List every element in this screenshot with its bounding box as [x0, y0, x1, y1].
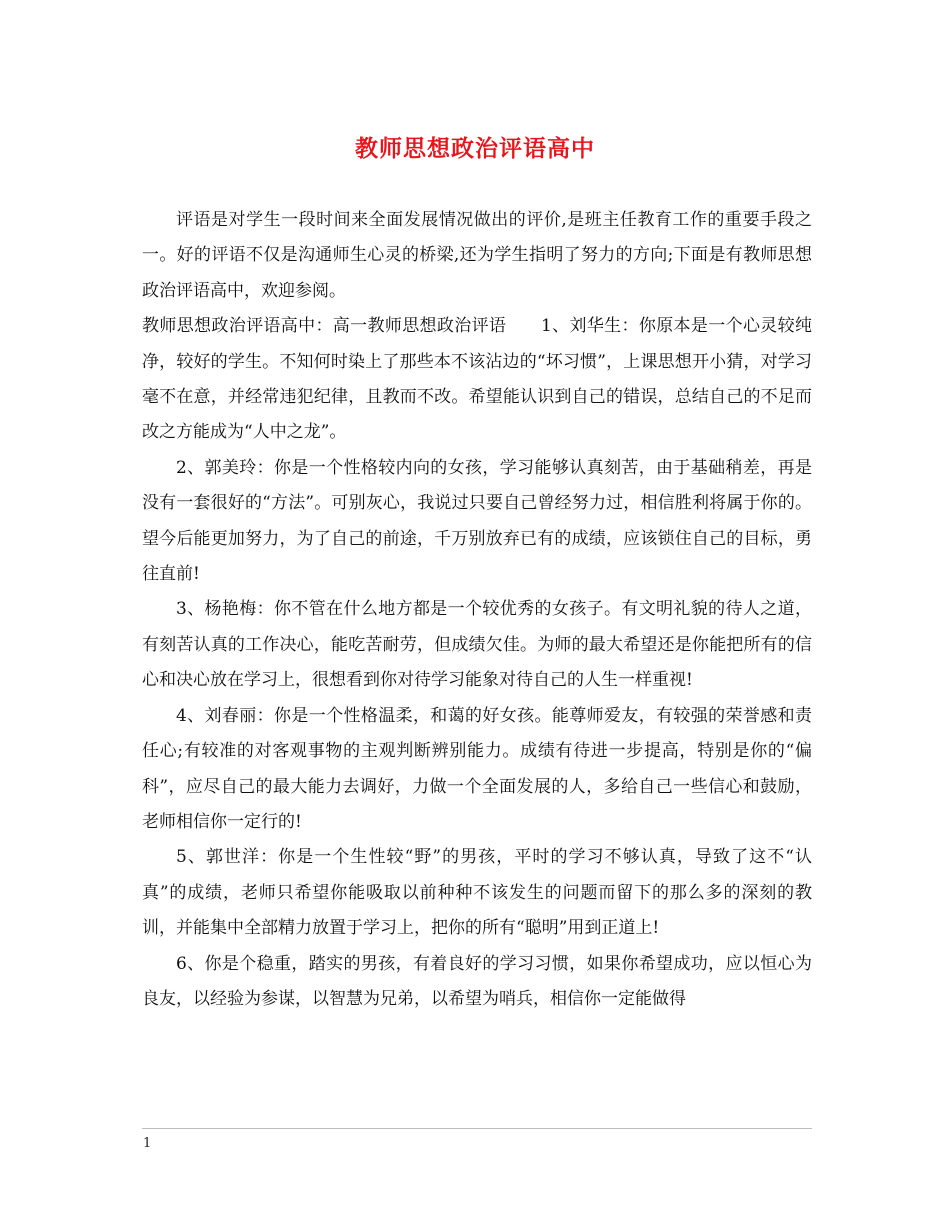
comment-paragraph-4: 4、刘春丽：你是一个性格温柔，和蔼的好女孩。能尊师爱友，有较强的荣誉感和责任心;有较准的对客观事物的主观判断辨别能力。成绩有待进一步提高，特别是你的“偏科”，应尽自己的最大能力去调好，力做一个全面发展的人，多给自己一些信心和鼓励，老师相信你一定行的! [142, 705, 812, 832]
comment-paragraph-6: 6、你是个稳重，踏实的男孩，有着良好的学习习惯，如果你希望成功，应以恒心为良友，以经验为参谋，以智慧为兄弟，以希望为哨兵，相信你一定能做得 [142, 953, 812, 1009]
footer-divider [142, 1128, 812, 1129]
page-number: 1 [143, 1136, 152, 1151]
intro-paragraph: 评语是对学生一段时间来全面发展情况做出的评价,是班主任教育工作的重要手段之一。好的评语不仅是沟通师生心灵的桥梁,还为学生指明了努力的方向;下面是有教师思想政治评语高中，欢迎参阅。 [142, 210, 812, 301]
comment-paragraph-3: 3、杨艳梅：你不管在什么地方都是一个较优秀的女孩子。有文明礼貌的待人之道，有刻苦认真的工作决心，能吃苦耐劳，但成绩欠佳。为师的最大希望还是你能把所有的信心和决心放在学习上，很想看到你对待学习能象对待自己的人生一样重视! [142, 599, 812, 691]
comment-paragraph-5: 5、郭世洋：你是一个生性较“野”的男孩，平时的学习不够认真，导致了这不“认真”的成绩，老师只希望你能吸取以前种种不该发生的问题而留下的那么多的深刻的教训，并能集中全部精力放置于学习上，把你的所有“聪明”用到正道上! [142, 847, 812, 939]
document-title: 教师思想政治评语高中 [355, 135, 595, 162]
document-body [142, 203, 812, 1017]
comment-paragraph-2: 2、郭美玲：你是一个性格较内向的女孩，学习能够认真刻苦，由于基础稍差，再是没有一套很好的“方法”。可别灰心，我说过只要自己曾经努力过，相信胜利将属于你的。望今后能更加努力，为了自己的前途，千万别放弃已有的成绩，应该锁住自己的目标，勇往直前! [142, 457, 812, 585]
comment-paragraph-1: 教师思想政治评语高中：高一教师思想政治评语 1、刘华生：你原本是一个心灵较纯净，较好的学生。不知何时染上了那些本不该沾边的“坏习惯”，上课思想开小猜，对学习毫不在意，并经常违犯纪律，且教而不改。希望能认识到自己的错误，总结自己的不足而改之方能成为“人中之龙”。 [142, 316, 812, 443]
